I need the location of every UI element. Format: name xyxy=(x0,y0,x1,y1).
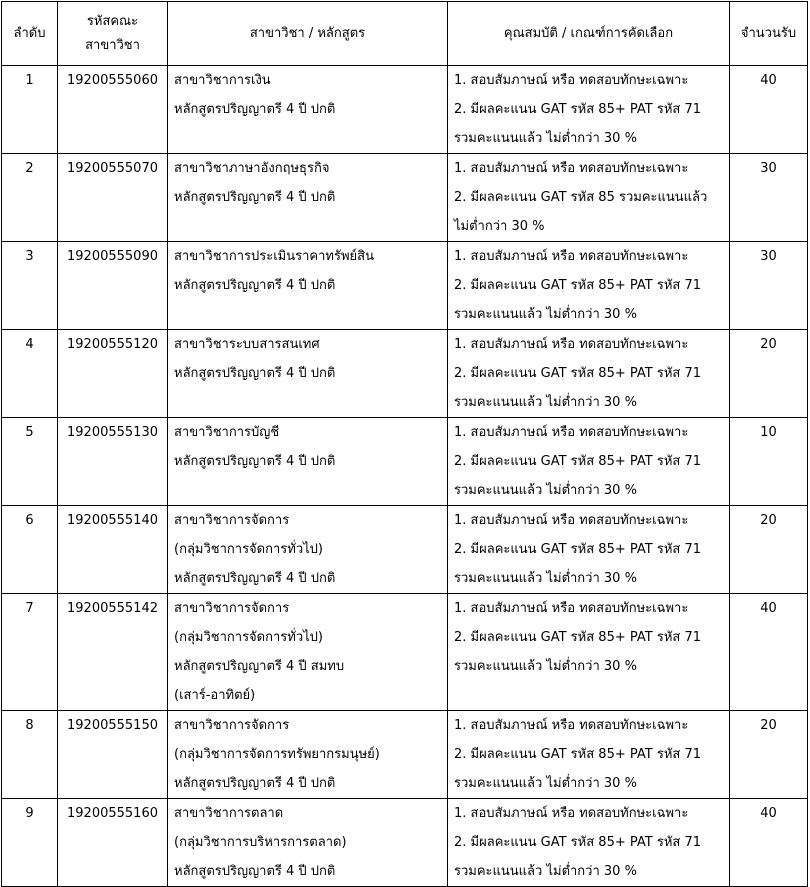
cell-seats: 20 xyxy=(730,711,808,799)
cell-seats: 40 xyxy=(730,66,808,154)
cell-program xyxy=(168,330,448,418)
program-line: หลักสูตรปริญญาตรี 4 ปี ปกติ xyxy=(174,776,336,791)
program-line: หลักสูตรปริญญาตรี 4 ปี ปกติ xyxy=(174,454,336,469)
criteria-line: 1. สอบสัมภาษณ์ หรือ ทดสอบทักษะเฉพาะ xyxy=(454,718,689,733)
program-line: สาขาวิชาการบัญชี xyxy=(174,425,280,440)
cell-code: 19200555150 xyxy=(58,711,168,799)
cell-seats: 40 xyxy=(730,799,808,887)
cell-code: 19200555060 xyxy=(58,66,168,154)
criteria-line: 1. สอบสัมภาษณ์ หรือ ทดสอบทักษะเฉพาะ xyxy=(454,513,689,528)
cell-program xyxy=(168,594,448,711)
criteria-line: 2. มีผลคะแนน GAT รหัส 85+ PAT รหัส 71 xyxy=(454,747,701,762)
criteria-line: 1. สอบสัมภาษณ์ หรือ ทดสอบทักษะเฉพาะ xyxy=(454,806,689,821)
program-line: หลักสูตรปริญญาตรี 4 ปี สมทบ xyxy=(174,659,345,674)
criteria-line: รวมคะแนนแล้ว ไม่ต่ำกว่า 30 % xyxy=(454,776,637,791)
cell-program xyxy=(168,506,448,594)
program-line: สาขาวิชาการจัดการ xyxy=(174,601,290,616)
header-code-line1: รหัสคณะ xyxy=(86,13,139,29)
criteria-line: รวมคะแนนแล้ว ไม่ต่ำกว่า 30 % xyxy=(454,395,637,410)
program-line: สาขาวิชาภาษาอังกฤษธุรกิจ xyxy=(174,161,330,176)
program-line: สาขาวิชาระบบสารสนเทศ xyxy=(174,337,320,352)
header-program: สาขาวิชา / หลักสูตร xyxy=(168,2,448,66)
program-line: หลักสูตรปริญญาตรี 4 ปี ปกติ xyxy=(174,278,336,293)
cell-code: 19200555070 xyxy=(58,154,168,242)
cell-program xyxy=(168,799,448,887)
cell-code: 19200555130 xyxy=(58,418,168,506)
criteria-line: ไม่ต่ำกว่า 30 % xyxy=(454,219,545,234)
header-row xyxy=(2,2,808,66)
criteria-line: 2. มีผลคะแนน GAT รหัส 85+ PAT รหัส 71 xyxy=(454,102,701,117)
header-seats: จำนวนรับ xyxy=(730,2,808,66)
cell-criteria xyxy=(448,242,730,330)
cell-code: 19200555142 xyxy=(58,594,168,711)
table-row xyxy=(2,66,808,154)
criteria-line: 1. สอบสัมภาษณ์ หรือ ทดสอบทักษะเฉพาะ xyxy=(454,425,689,440)
criteria-line: 1. สอบสัมภาษณ์ หรือ ทดสอบทักษะเฉพาะ xyxy=(454,161,689,176)
criteria-line: 2. มีผลคะแนน GAT รหัส 85+ PAT รหัส 71 xyxy=(454,835,701,850)
table-row xyxy=(2,799,808,887)
program-line: หลักสูตรปริญญาตรี 4 ปี ปกติ xyxy=(174,102,336,117)
table-row xyxy=(2,594,808,711)
cell-seq: 1 xyxy=(2,66,58,154)
table-body xyxy=(2,66,808,887)
cell-seats: 30 xyxy=(730,154,808,242)
cell-seq: 5 xyxy=(2,418,58,506)
header-code-line2: สาขาวิชา xyxy=(85,37,140,53)
program-line: สาขาวิชาการตลาด xyxy=(174,806,284,821)
criteria-line: รวมคะแนนแล้ว ไม่ต่ำกว่า 30 % xyxy=(454,864,637,879)
header-code xyxy=(58,2,168,66)
table-row xyxy=(2,330,808,418)
cell-program xyxy=(168,154,448,242)
cell-code: 19200555140 xyxy=(58,506,168,594)
cell-seq: 8 xyxy=(2,711,58,799)
criteria-line: รวมคะแนนแล้ว ไม่ต่ำกว่า 30 % xyxy=(454,307,637,322)
criteria-line: 2. มีผลคะแนน GAT รหัส 85+ PAT รหัส 71 xyxy=(454,454,701,469)
criteria-line: 1. สอบสัมภาษณ์ หรือ ทดสอบทักษะเฉพาะ xyxy=(454,601,689,616)
program-line: (กลุ่มวิชาการจัดการทั่วไป) xyxy=(174,542,323,557)
table-row xyxy=(2,154,808,242)
criteria-line: 2. มีผลคะแนน GAT รหัส 85 รวมคะแนนแล้ว xyxy=(454,190,708,205)
criteria-line: 2. มีผลคะแนน GAT รหัส 85+ PAT รหัส 71 xyxy=(454,278,701,293)
cell-program xyxy=(168,711,448,799)
program-line: (กลุ่มวิชาการจัดการทั่วไป) xyxy=(174,630,323,645)
program-line: หลักสูตรปริญญาตรี 4 ปี ปกติ xyxy=(174,190,336,205)
cell-seq: 7 xyxy=(2,594,58,711)
cell-program xyxy=(168,242,448,330)
cell-criteria xyxy=(448,66,730,154)
table-row xyxy=(2,418,808,506)
cell-seq: 4 xyxy=(2,330,58,418)
cell-code: 19200555160 xyxy=(58,799,168,887)
criteria-line: 1. สอบสัมภาษณ์ หรือ ทดสอบทักษะเฉพาะ xyxy=(454,249,689,264)
header-seq: ลำดับ xyxy=(2,2,58,66)
criteria-line: 2. มีผลคะแนน GAT รหัส 85+ PAT รหัส 71 xyxy=(454,630,701,645)
cell-code: 19200555120 xyxy=(58,330,168,418)
criteria-line: รวมคะแนนแล้ว ไม่ต่ำกว่า 30 % xyxy=(454,571,637,586)
cell-seq: 2 xyxy=(2,154,58,242)
cell-criteria xyxy=(448,154,730,242)
cell-seq: 9 xyxy=(2,799,58,887)
table-row xyxy=(2,711,808,799)
header-criteria: คุณสมบัติ / เกณฑ์การคัดเลือก xyxy=(448,2,730,66)
criteria-line: 1. สอบสัมภาษณ์ หรือ ทดสอบทักษะเฉพาะ xyxy=(454,337,689,352)
program-line: (เสาร์-อาทิตย์) xyxy=(174,688,256,703)
admission-table xyxy=(1,1,808,887)
program-line: หลักสูตรปริญญาตรี 4 ปี ปกติ xyxy=(174,864,336,879)
program-line: หลักสูตรปริญญาตรี 4 ปี ปกติ xyxy=(174,366,336,381)
program-line: หลักสูตรปริญญาตรี 4 ปี ปกติ xyxy=(174,571,336,586)
cell-criteria xyxy=(448,711,730,799)
cell-criteria xyxy=(448,799,730,887)
table-row xyxy=(2,506,808,594)
table-row xyxy=(2,242,808,330)
cell-seq: 3 xyxy=(2,242,58,330)
cell-code: 19200555090 xyxy=(58,242,168,330)
program-line: สาขาวิชาการจัดการ xyxy=(174,513,290,528)
cell-seats: 20 xyxy=(730,506,808,594)
criteria-line: รวมคะแนนแล้ว ไม่ต่ำกว่า 30 % xyxy=(454,131,637,146)
program-line: สาขาวิชาการเงิน xyxy=(174,73,271,88)
cell-criteria xyxy=(448,594,730,711)
program-line: สาขาวิชาการประเมินราคาทรัพย์สิน xyxy=(174,249,374,264)
cell-seq: 6 xyxy=(2,506,58,594)
criteria-line: 1. สอบสัมภาษณ์ หรือ ทดสอบทักษะเฉพาะ xyxy=(454,73,689,88)
cell-program xyxy=(168,66,448,154)
program-line: (กลุ่มวิชาการบริหารการตลาด) xyxy=(174,835,347,850)
cell-seats: 20 xyxy=(730,330,808,418)
criteria-line: รวมคะแนนแล้ว ไม่ต่ำกว่า 30 % xyxy=(454,659,637,674)
program-line: (กลุ่มวิชาการจัดการทรัพยากรมนุษย์) xyxy=(174,747,380,762)
criteria-line: รวมคะแนนแล้ว ไม่ต่ำกว่า 30 % xyxy=(454,483,637,498)
criteria-line: 2. มีผลคะแนน GAT รหัส 85+ PAT รหัส 71 xyxy=(454,366,701,381)
cell-criteria xyxy=(448,330,730,418)
criteria-line: 2. มีผลคะแนน GAT รหัส 85+ PAT รหัส 71 xyxy=(454,542,701,557)
cell-seats: 10 xyxy=(730,418,808,506)
program-line: สาขาวิชาการจัดการ xyxy=(174,718,290,733)
cell-seats: 30 xyxy=(730,242,808,330)
cell-criteria xyxy=(448,506,730,594)
cell-program xyxy=(168,418,448,506)
cell-seats: 40 xyxy=(730,594,808,711)
cell-criteria xyxy=(448,418,730,506)
